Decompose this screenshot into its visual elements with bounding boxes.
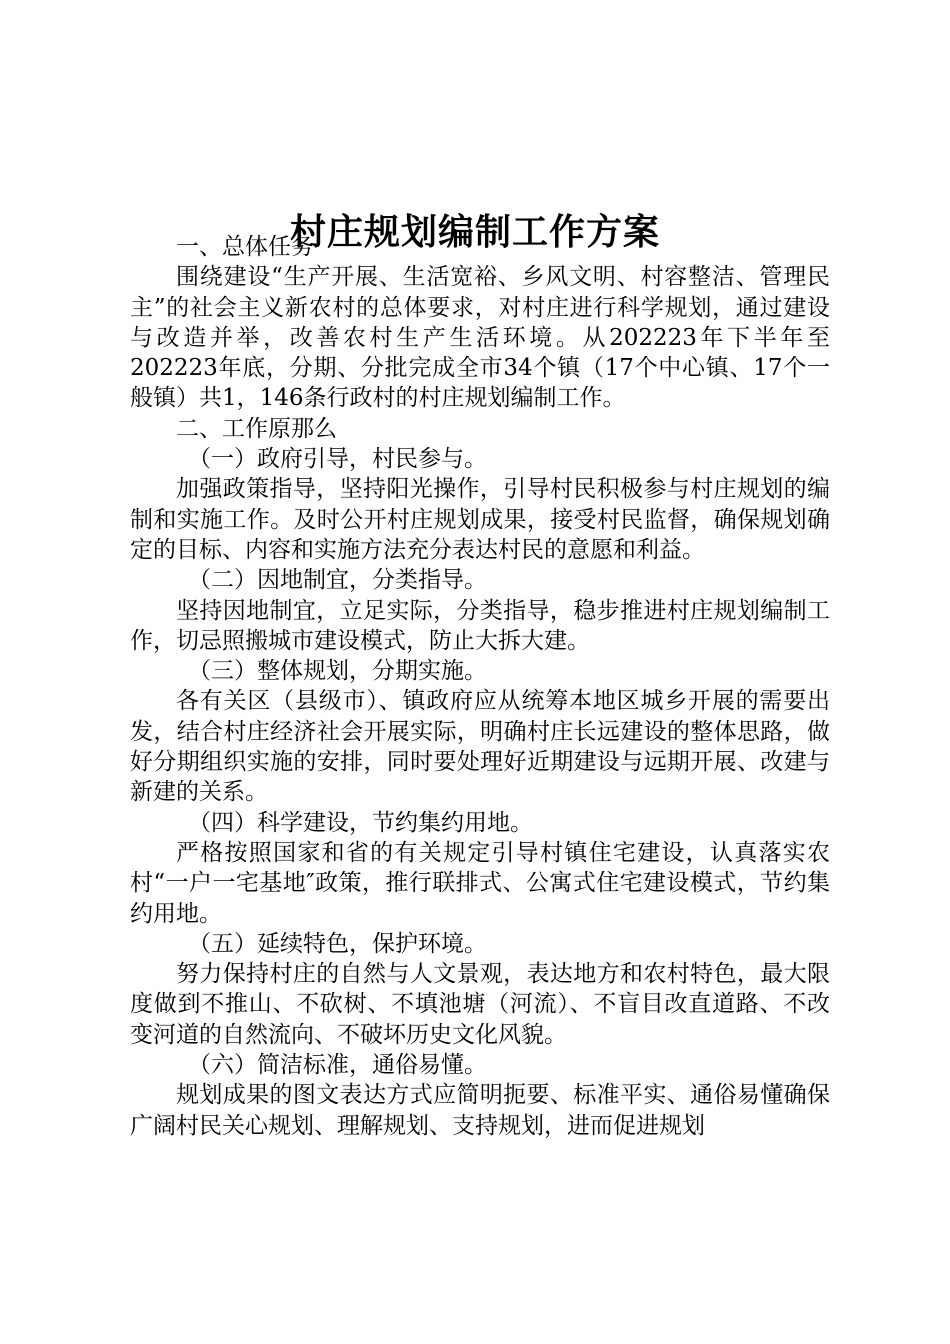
paragraph: 规划成果的图文表达方式应简明扼要、标准平实、通俗易懂确保广阔村民关心规划、理解规划、支持规划，进而促进规划 <box>130 1082 830 1139</box>
paragraph: 努力保持村庄的自然与人文景观，表达地方和农村特色，最大限度做到不推山、不砍树、不填池塘（河流）、不盲目改直道路、不改变河道的自然流向、不破坏历史文化风貌。 <box>130 961 830 1048</box>
paragraph: 加强政策指导，坚持阳光操作，引导村民积极参与村庄规划的编制和实施工作。及时公开村庄规划成果，接受村民监督，确保规划确定的目标、内容和实施方法充分表达村民的意愿和利益。 <box>130 476 830 563</box>
subsection-heading: （二）因地制宜，分类指导。 <box>188 567 487 594</box>
document-body <box>130 232 830 1141</box>
subsection-heading: （六）简洁标准，通俗易懂。 <box>188 1052 487 1079</box>
section-heading: 二、工作原那么 <box>176 415 337 442</box>
subsection-heading: （一）政府引导，村民参与。 <box>188 446 487 473</box>
subsection-heading: （五）延续特色，保护环境。 <box>188 930 487 957</box>
section-heading: 一、总体任务 <box>176 234 314 260</box>
subsection-heading: （三）整体规划，分期实施。 <box>188 658 487 685</box>
paragraph: 围绕建设“生产开展、生活宽裕、乡风文明、村容整洁、管理民主”的社会主义新农村的总体要求，对村庄进行科学规划，通过建设与改造并举，改善农村生产生活环境。从202223年下半年至202223年底，分期、分批完成全市34个镇（17个中心镇、17个一般镇）共1，146条行政村的村庄规划编制工作。 <box>130 264 830 412</box>
paragraph: 各有关区（县级市）、镇政府应从统筹本地区城乡开展的需要出发，结合村庄经济社会开展实际，明确村庄长远建设的整体思路，做好分期组织实施的安排，同时要处理好近期建设与远期开展、改建与新建的关系。 <box>130 688 830 806</box>
subsection-heading: （四）科学建设，节约集约用地。 <box>188 809 533 836</box>
document-title: 村庄规划编制工作方案 <box>289 211 660 254</box>
paragraph: 严格按照国家和省的有关规定引导村镇住宅建设，认真落实农村“一户一宅基地″政策，推行联排式、公寓式住宅建设模式，节约集约用地。 <box>130 839 830 927</box>
paragraph: 坚持因地制宜，立足实际，分类指导，稳步推进村庄规划编制工作，切忌照搬城市建设模式，防止大拆大建。 <box>130 597 830 654</box>
